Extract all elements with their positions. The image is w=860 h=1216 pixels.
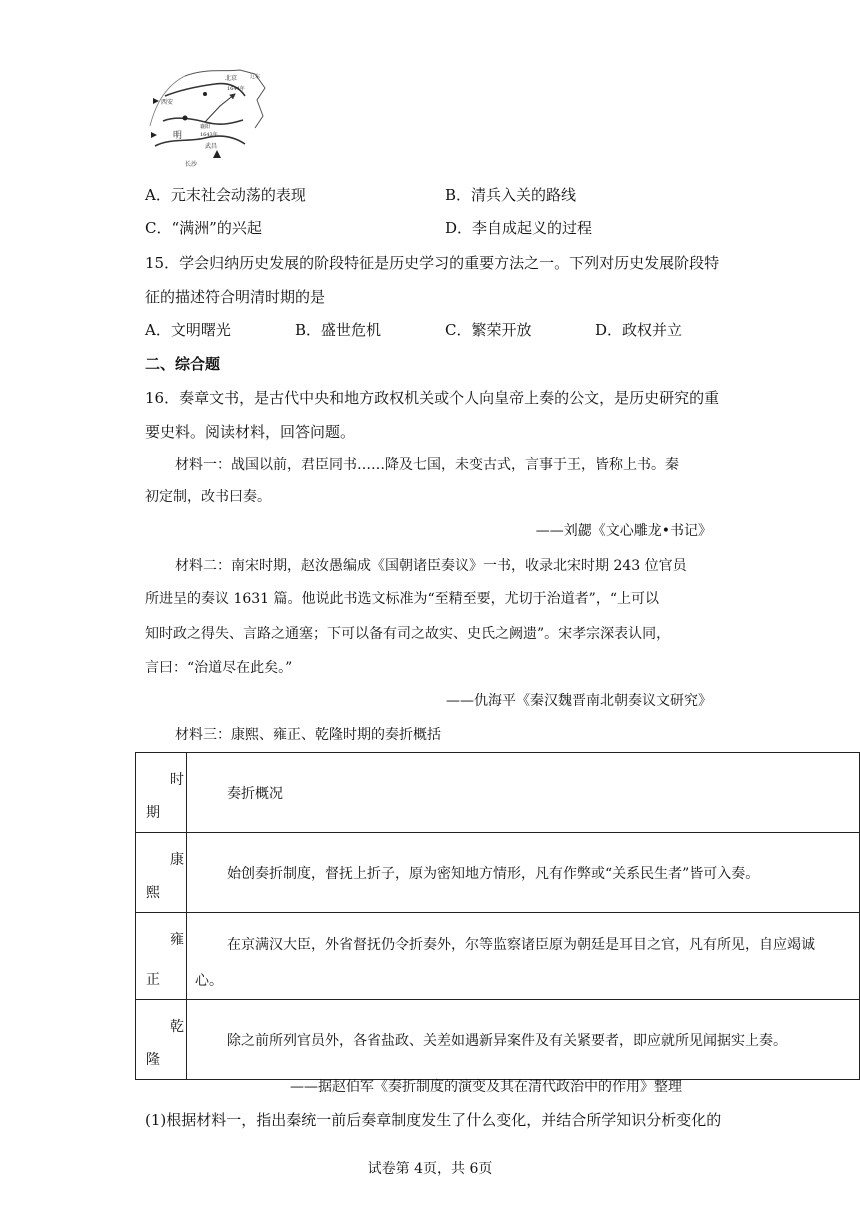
q15-option-b: B．盛世危机 bbox=[295, 321, 382, 339]
map-label-1644: 1644年 bbox=[227, 86, 245, 92]
q14-option-b: B．清兵入关的路线 bbox=[445, 186, 577, 204]
material2-line2: 所进呈的奏议 1631 篇。他说此书选文标准为“至精至要，尤切于治道者”，“上可以 bbox=[145, 591, 659, 607]
q15-option-a: A．文明曙光 bbox=[145, 321, 231, 339]
map-label-beijing: 北京 bbox=[225, 75, 238, 82]
map-label-changsha: 长沙 bbox=[185, 161, 198, 168]
material2-source: ——仇海平《秦汉魏晋南北朝奏议文研究》 bbox=[446, 693, 712, 709]
map-label-wuchang: 武昌 bbox=[205, 143, 218, 150]
sub-question-1: (1)根据材料一，指出秦统一前后奏章制度发生了什么变化，并结合所学知识分析变化的 bbox=[145, 1111, 722, 1129]
q14-option-a: A．元末社会动荡的表现 bbox=[145, 186, 306, 204]
material2-line1: 材料二：南宋时期，赵汝愚编成《国朝诸臣奏议》一书，收录北宋时期 243 位官员 bbox=[175, 558, 687, 574]
q16-intro-line2: 要史料。阅读材料，回答问题。 bbox=[145, 423, 356, 441]
content-cell-qianlong: 除之前所列官员外，各省盐政、关差如遇新异案件及有关紧要者，即应就所见闻据实上奏。 bbox=[187, 1000, 860, 1080]
period-cell-kangxi: 康 熙 bbox=[136, 833, 187, 913]
material3-title: 材料三：康熙、雍正、乾隆时期的奏折概括 bbox=[175, 727, 441, 743]
map-label-xian: 西安 bbox=[161, 99, 174, 106]
map-label-liaodong: 辽东 bbox=[250, 74, 261, 80]
material2-line3: 知时政之得失、言路之通塞；下可以备有司之故实、史氏之阙遗”。宋孝宗深表认同， bbox=[145, 626, 671, 642]
table-row bbox=[136, 833, 860, 913]
content-header-cell: 奏折概况 bbox=[187, 753, 860, 833]
q15-option-c: C．繁荣开放 bbox=[445, 321, 532, 339]
map-figure bbox=[145, 66, 275, 172]
q15-option-d: D．政权并立 bbox=[595, 321, 683, 339]
table-header-row bbox=[136, 753, 860, 833]
page-footer: 试卷第 4页，共 6页 bbox=[367, 1161, 493, 1177]
memorial-table bbox=[135, 752, 860, 1080]
content-cell-yongzheng: 在京满汉大臣，外省督抚仍令折奏外，尔等监察诸臣原为朝廷是耳目之官，凡有所见，自应竭诚 心。 bbox=[187, 913, 860, 1000]
section-title: 二、综合题 bbox=[145, 355, 221, 373]
q16-intro-line1: 16．奏章文书，是古代中央和地方政权机关或个人向皇帝上奏的公文，是历史研究的重 bbox=[145, 389, 720, 407]
q14-option-c: C．“满洲”的兴起 bbox=[145, 219, 262, 237]
q15-stem-line1: 15．学会归纳历史发展的阶段特征是历史学习的重要方法之一。下列对历史发展阶段特 bbox=[145, 254, 720, 272]
table-row bbox=[136, 1000, 860, 1080]
material1-source: ——刘勰《文心雕龙•书记》 bbox=[535, 523, 712, 539]
map-label-xiangyang: 襄阳 bbox=[200, 124, 211, 130]
content-cell-kangxi: 始创奏折制度，督抚上折子，原为密知地方情形，凡有作弊或“关系民生者”皆可入奏。 bbox=[187, 833, 860, 913]
material2-line4: 言曰：“治道尽在此矣。” bbox=[145, 660, 293, 676]
material1-line1: 材料一：战国以前，君臣同书……降及七国，未变古式，言事于王，皆称上书。秦 bbox=[175, 457, 679, 473]
q14-option-d: D．李自成起义的过程 bbox=[445, 219, 593, 237]
map-label-ming: 明 bbox=[173, 131, 183, 141]
q15-stem-line2: 征的描述符合明清时期的是 bbox=[145, 288, 326, 306]
period-cell-qianlong: 乾 隆 bbox=[136, 1000, 187, 1080]
map-label-1643: 1643年 bbox=[200, 132, 218, 138]
table-row bbox=[136, 913, 860, 1000]
material1-line2: 初定制，改书曰奏。 bbox=[145, 489, 271, 505]
period-cell-yongzheng: 雍 正 bbox=[136, 913, 187, 1000]
material3-source: ——据赵伯军《奏折制度的演变及其在清代政治中的作用》整理 bbox=[290, 1079, 682, 1095]
period-header-cell: 时 期 bbox=[136, 753, 187, 833]
